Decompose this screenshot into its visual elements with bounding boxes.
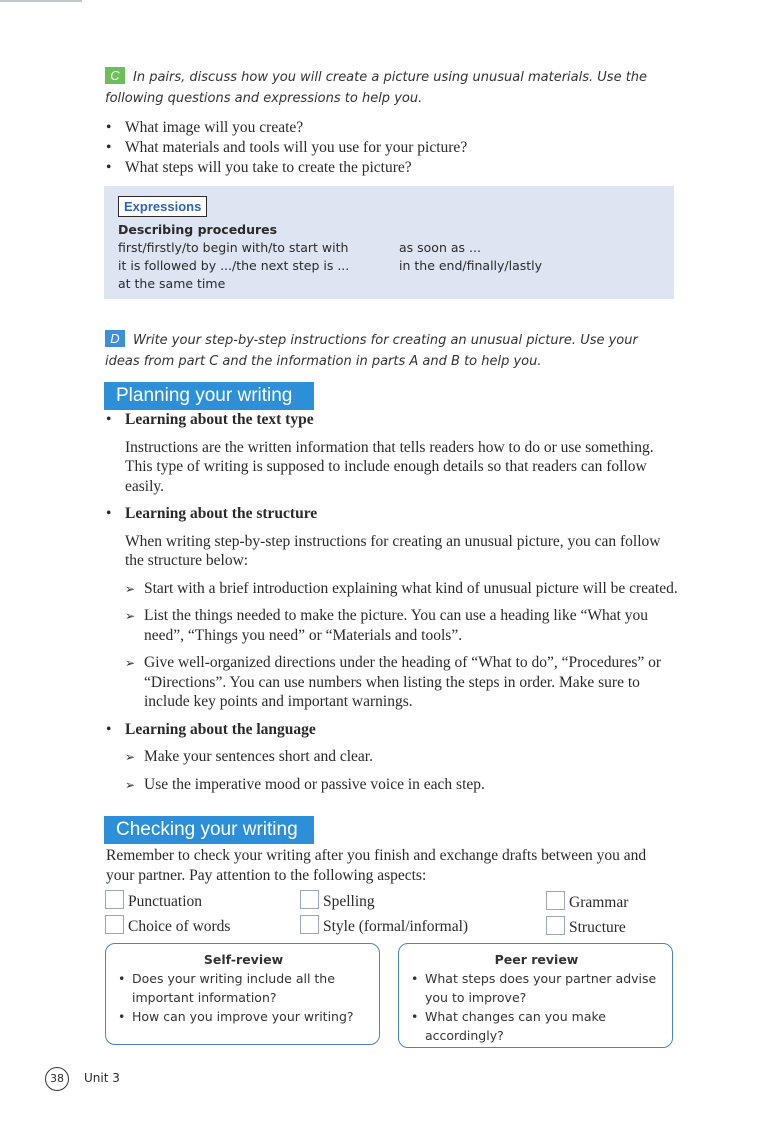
part-c-instruction — [105, 67, 675, 109]
part-c-text: In pairs, discuss how you will create a picture using unusual materials. Use the following questions and expressions to help you. — [105, 70, 648, 106]
checklist-grammar — [546, 891, 628, 913]
peer-review-item: • What steps does your partner advise you to improve? — [411, 969, 662, 1007]
page-number: 38 — [45, 1067, 69, 1091]
checkbox[interactable] — [300, 915, 319, 934]
checking-heading: Checking your writing — [104, 816, 314, 844]
expressions-right-column — [399, 239, 542, 275]
checklist-style — [300, 915, 468, 937]
part-d-text: Write your step-by-step instructions for creating an unusual picture. Use your ideas from part C and the information in parts A and B to help you. — [105, 333, 638, 369]
expression-item: at the same time — [118, 276, 226, 291]
text-type-heading: • Learning about the text type — [106, 410, 678, 430]
checkbox[interactable] — [300, 890, 319, 909]
checklist-label: Style (formal/informal) — [323, 918, 469, 935]
checkbox[interactable] — [546, 891, 565, 910]
part-d-tag: D — [105, 330, 125, 347]
expression-item: as soon as ... — [399, 240, 481, 255]
question-item: • What image will you create? — [106, 118, 467, 138]
top-rule — [0, 0, 82, 2]
peer-review-item: • What changes can you make accordingly? — [411, 1007, 662, 1045]
self-review-item: • How can you improve your writing? — [118, 1007, 369, 1026]
expression-item: in the end/finally/lastly — [399, 258, 543, 273]
part-c-tag: C — [105, 67, 125, 84]
checklist-choice-of-words — [105, 915, 230, 937]
checklist-label: Punctuation — [128, 893, 203, 910]
checklist-label: Spelling — [323, 893, 375, 910]
structure-point: ➢ Give well-organized directions under the heading of “What to do”, “Procedures” or “Directions”. You can use numbers when listing the steps in order. Make sure to include key points and important warnings. — [106, 653, 678, 712]
language-point: ➢ Make your sentences short and clear. — [106, 747, 678, 767]
checklist-punctuation — [105, 890, 202, 912]
structure-point: ➢ Start with a brief introduction explaining what kind of unusual picture will be created. — [106, 579, 678, 599]
discussion-questions — [106, 118, 467, 178]
self-review-list — [118, 969, 369, 1026]
self-review-title: Self-review — [203, 952, 284, 967]
checklist-label: Grammar — [569, 894, 629, 911]
structure-body: When writing step-by-step instructions for creating an unusual picture, you can follow the structure below: — [125, 532, 661, 569]
expression-item: it is followed by .../the next step is ... — [118, 258, 350, 273]
peer-review-title: Peer review — [494, 952, 579, 967]
checkbox[interactable] — [105, 915, 124, 934]
peer-review-box — [398, 943, 673, 1048]
expression-item: first/firstly/to begin with/to start with — [118, 240, 349, 255]
expressions-subtitle: Describing procedures — [118, 222, 278, 237]
language-point: ➢ Use the imperative mood or passive voice in each step. — [106, 775, 678, 795]
planning-heading: Planning your writing — [104, 382, 314, 410]
checking-intro: Remember to check your writing after you finish and exchange drafts between you and your partner. Pay attention to the following aspects: — [106, 847, 647, 884]
text-type-body: Instructions are the written information that tells readers how to do or use something. This type of writing is supposed to include enough details so that readers can follow easily. — [125, 438, 654, 495]
question-item: • What steps will you take to create the picture? — [106, 158, 467, 178]
expressions-box — [104, 186, 674, 299]
structure-point: ➢ List the things needed to make the picture. You can use a heading like “What you need”, “Things you need” or “Materials and tools”. — [106, 606, 678, 645]
self-review-box — [105, 943, 380, 1045]
part-d-instruction — [105, 330, 675, 372]
expressions-left-column — [118, 239, 349, 293]
self-review-item: • Does your writing include all the important information? — [118, 969, 369, 1007]
planning-content — [106, 410, 678, 802]
expressions-title: Expressions — [118, 196, 207, 217]
unit-label: Unit 3 — [84, 1071, 120, 1085]
language-heading: • Learning about the language — [106, 720, 678, 740]
checklist-structure — [546, 916, 626, 938]
structure-heading: • Learning about the structure — [106, 504, 678, 524]
checkbox[interactable] — [546, 916, 565, 935]
question-item: • What materials and tools will you use for your picture? — [106, 138, 467, 158]
checklist-spelling — [300, 890, 375, 912]
peer-review-list — [411, 969, 662, 1045]
checklist-label: Choice of words — [128, 918, 231, 935]
checklist-label: Structure — [569, 919, 626, 936]
checkbox[interactable] — [105, 890, 124, 909]
